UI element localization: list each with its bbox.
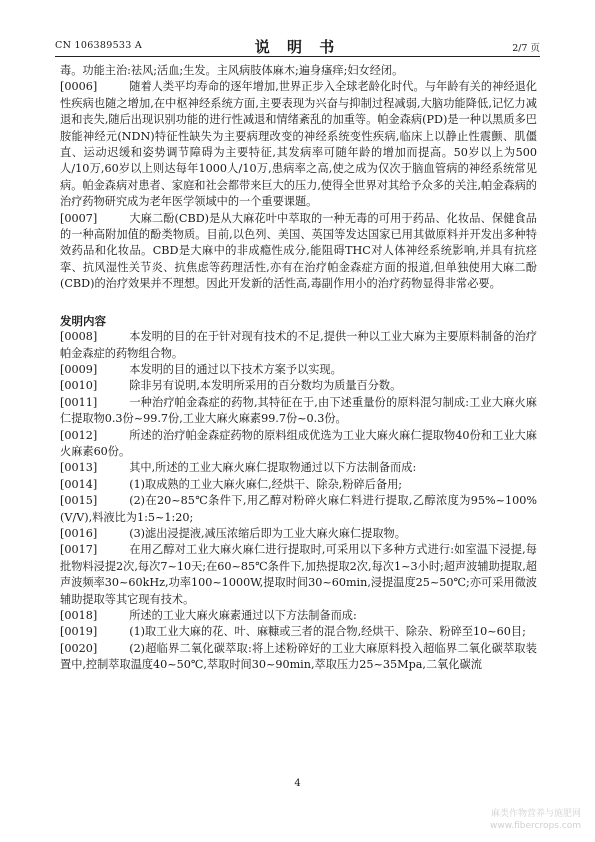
paragraph bbox=[60, 460, 537, 476]
paragraph-text: 一种治疗帕金森症的药物,其特征在于,由下述重量份的原料混匀制成:工业大麻火麻仁提取物0.3份~99.7份,工业大麻火麻素99.7份~0.3份。 bbox=[60, 395, 537, 426]
header-rule bbox=[55, 56, 540, 57]
page-number: 4 bbox=[294, 778, 301, 789]
paragraph-id: [0013] bbox=[60, 461, 98, 475]
document-number: CN 106389533 A bbox=[55, 40, 143, 51]
continuation-text: 毒。功能主治:祛风;活血;生发。主风病肢体麻木;遍身瘙痒;妇女经闭。 bbox=[60, 64, 404, 77]
paragraph bbox=[60, 641, 537, 674]
paragraph-id: [0018] bbox=[60, 609, 98, 622]
paragraph-id: [0014] bbox=[60, 477, 98, 491]
paragraph bbox=[60, 362, 537, 378]
paragraph-id: [0020] bbox=[60, 641, 98, 655]
paragraph bbox=[60, 378, 537, 394]
paragraph bbox=[60, 624, 537, 640]
paragraph bbox=[60, 608, 537, 624]
paragraph-id: [0012] bbox=[60, 428, 98, 442]
document-body bbox=[60, 63, 537, 674]
paragraph bbox=[60, 542, 537, 608]
paragraph-text: 随着人类平均寿命的逐年增加,世界正步入全球老龄化时代。与年龄有关的神经退化性疾病也随之增加,在中枢神经系统方面,主要表现为兴奋与抑制过程减弱,大脑功能降低,记忆力减退和丧失,随后出现识别功能的进行性减退和情绪紊乱的加重等。帕金森病(PD)是一种以黑质多巴胺能神经元(NDN)特征性缺失为主要病理改变的神经系统变性疾病,临床上以静止性震颤、肌僵直、运动迟缓和姿势调节障碍为主要特征,其发病率可随年龄的增加而提高。50岁以上为500人/10万,60岁以上则达每年1000人/10万,患病率之高,使之成为仅次于脑血管病的神经系统常见病。帕金森病对患者、家庭和社会都带来巨大的压力,使得全世界对其给予众多的关注,帕金森病的治疗药物研究成为老年医学领域中的一个重要课题。 bbox=[60, 80, 537, 209]
paragraph-id: [0016] bbox=[60, 526, 98, 540]
watermark-line: 麻类作物营养与施肥网 bbox=[490, 809, 581, 819]
paragraph-text: (3)滤出浸提液,减压浓缩后即为工业大麻火麻仁提取物。 bbox=[129, 526, 406, 540]
paragraph-text: 所述的治疗帕金森症药物的原料组成优选为工业大麻火麻仁提取物40份和工业大麻火麻素60份。 bbox=[60, 428, 537, 458]
paragraph-text: 其中,所述的工业大麻火麻仁提取物通过以下方法制备而成: bbox=[129, 461, 417, 475]
paragraph-id: [0011] bbox=[60, 395, 98, 409]
paragraph-id: [0010] bbox=[60, 379, 98, 393]
paragraph-text: (2)超临界二氧化碳萃取:将上述粉碎好的工业大麻原料投入超临界二氧化碳萃取装置中,控制萃取温度40~50℃,萃取时间30~90min,萃取压力25~35Mpa,二氧化碳流 bbox=[60, 641, 537, 672]
page-header bbox=[55, 38, 540, 56]
paragraph-id: [0015] bbox=[60, 494, 98, 508]
document-title: 说 明 书 bbox=[254, 38, 341, 56]
section-heading: 发明内容 bbox=[60, 313, 106, 328]
paragraph-id: [0019] bbox=[60, 625, 98, 639]
paragraph-text: 所述的工业大麻火麻素通过以下方法制备而成: bbox=[129, 609, 357, 622]
paragraph bbox=[60, 477, 537, 493]
paragraph-id: [0017] bbox=[60, 543, 98, 557]
paragraph-id: [0006] bbox=[60, 80, 98, 94]
watermark bbox=[490, 808, 581, 832]
paragraph-text: 除非另有说明,本发明所采用的百分数均为质量百分数。 bbox=[129, 379, 402, 393]
paragraph bbox=[60, 211, 537, 293]
page-indicator: 2/7 页 bbox=[512, 43, 540, 54]
paragraph-text: (1)取成熟的工业大麻火麻仁,经烘干、除杂,粉碎后备用; bbox=[129, 477, 403, 491]
paragraph-id: [0008] bbox=[60, 330, 98, 344]
paragraph-text: 大麻二酚(CBD)是从大麻花叶中萃取的一种无毒的可用于药品、化妆品、保健食品的一种高附加值的酚类物质。目前,以色列、美国、英国等发达国家已用其做原料并开发出多种特效药品和化妆品。CBD是大麻中的非成瘾性成分,能阻碍THC对人体神经系统影响,并具有抗痉挛、抗风湿性关节炎、抗焦虑等药理活性,亦有在治疗帕金森症方面的报道,但单独使用大麻二酚(CBD)的治疗效果并不理想。因此开发新的活性高,毒副作用小的治疗药物显得非常必要。 bbox=[60, 211, 537, 291]
paragraph-text: (2)在20~85℃条件下,用乙醇对粉碎火麻仁料进行提取,乙醇浓度为95%~100%(V/V),料液比为1:5~1:20; bbox=[60, 494, 537, 524]
paragraph-text: (1)取工业大麻的花、叶、麻糠或三者的混合物,经烘干、除杂、粉碎至10~60目; bbox=[129, 625, 526, 639]
paragraph-id: [0007] bbox=[60, 211, 98, 225]
paragraph-text: 在用乙醇对工业大麻火麻仁进行提取时,可采用以下多种方式进行:如室温下浸提,每批物料浸提2次,每次7~10天;在60~85℃条件下,加热提取2次,每次1~3小时;超声波辅助提取,超声波频率30~60kHz,功率100~1000W,提取时间30~60min,浸提温度25~50℃;亦可采用微波辅助提取等其它现有技术。 bbox=[60, 543, 537, 606]
paragraph bbox=[60, 79, 537, 210]
paragraph bbox=[60, 395, 537, 428]
watermark-line: www.fibercrops.com bbox=[490, 821, 581, 831]
paragraph bbox=[60, 526, 537, 542]
paragraph-text: 本发明的目的通过以下技术方案予以实现。 bbox=[129, 362, 342, 376]
paragraph bbox=[60, 428, 537, 461]
paragraph bbox=[60, 329, 537, 362]
paragraph-text: 本发明的目的在于针对现有技术的不足,提供一种以工业大麻为主要原料制备的治疗帕金森症的药物组合物。 bbox=[60, 330, 537, 360]
paragraph bbox=[60, 493, 537, 526]
paragraph-id: [0009] bbox=[60, 362, 98, 376]
